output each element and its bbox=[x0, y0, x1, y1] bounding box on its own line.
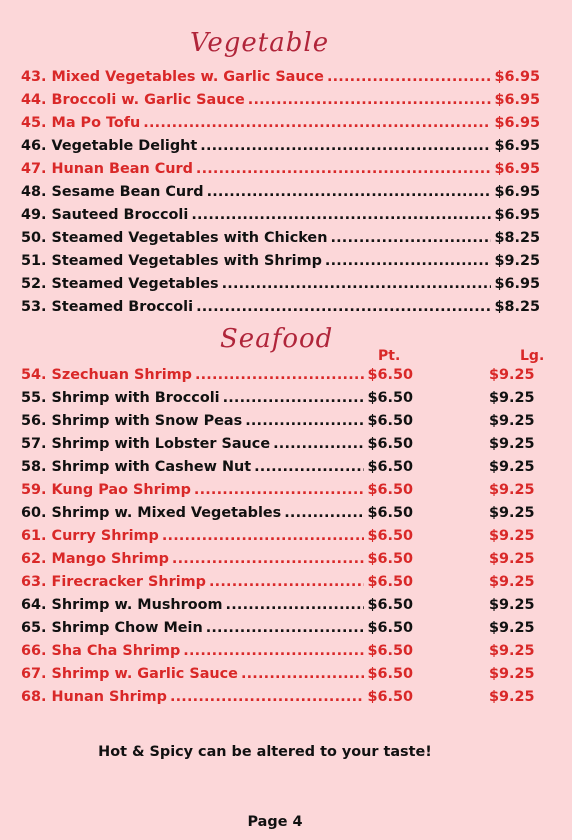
item-name: 63. Firecracker Shrimp bbox=[21, 574, 206, 590]
vegetable-item bbox=[21, 250, 540, 272]
leader-dots bbox=[284, 502, 364, 524]
leader-dots bbox=[226, 594, 365, 616]
leader-dots bbox=[143, 112, 491, 134]
item-name: 45. Ma Po Tofu bbox=[21, 115, 141, 131]
leader-dots bbox=[183, 640, 364, 662]
vegetable-item bbox=[21, 158, 540, 180]
leader-dots bbox=[172, 548, 365, 570]
item-price: $6.95 bbox=[494, 92, 540, 108]
page-number: Page 4 bbox=[247, 814, 303, 830]
leader-dots bbox=[254, 456, 364, 478]
vegetable-item bbox=[21, 273, 540, 295]
leader-dots bbox=[330, 227, 491, 249]
large-price: $9.25 bbox=[489, 505, 535, 521]
seafood-item bbox=[21, 548, 541, 570]
item-price: $8.25 bbox=[494, 230, 540, 246]
item-name: 43. Mixed Vegetables w. Garlic Sauce bbox=[21, 69, 324, 85]
pint-column-header: Pt. bbox=[378, 348, 401, 364]
item-name: 59. Kung Pao Shrimp bbox=[21, 482, 191, 498]
leader-dots bbox=[206, 617, 365, 639]
item-name: 48. Sesame Bean Curd bbox=[21, 184, 204, 200]
item-name: 68. Hunan Shrimp bbox=[21, 689, 167, 705]
large-price: $9.25 bbox=[489, 597, 535, 613]
pint-price: $6.50 bbox=[367, 367, 413, 383]
item-price: $8.25 bbox=[494, 299, 540, 315]
vegetable-item bbox=[21, 204, 540, 226]
vegetable-item bbox=[21, 112, 540, 134]
pint-price: $6.50 bbox=[367, 413, 413, 429]
vegetable-item bbox=[21, 66, 540, 88]
vegetable-item bbox=[21, 89, 540, 111]
pint-price: $6.50 bbox=[367, 528, 413, 544]
seafood-item bbox=[21, 594, 541, 616]
leader-dots bbox=[245, 410, 364, 432]
item-name: 49. Sauteed Broccoli bbox=[21, 207, 189, 223]
item-name: 46. Vegetable Delight bbox=[21, 138, 198, 154]
leader-dots bbox=[222, 273, 492, 295]
leader-dots bbox=[273, 433, 364, 455]
leader-dots bbox=[196, 296, 491, 318]
seafood-section-title: Seafood bbox=[220, 324, 334, 354]
large-price: $9.25 bbox=[489, 643, 535, 659]
large-price: $9.25 bbox=[489, 666, 535, 682]
item-name: 52. Steamed Vegetables bbox=[21, 276, 219, 292]
large-column-header: Lg. bbox=[520, 348, 545, 364]
leader-dots bbox=[209, 571, 364, 593]
pint-price: $6.50 bbox=[367, 574, 413, 590]
leader-dots bbox=[241, 663, 365, 685]
item-name: 54. Szechuan Shrimp bbox=[21, 367, 192, 383]
item-name: 44. Broccoli w. Garlic Sauce bbox=[21, 92, 245, 108]
leader-dots bbox=[200, 135, 491, 157]
item-name: 60. Shrimp w. Mixed Vegetables bbox=[21, 505, 282, 521]
leader-dots bbox=[327, 66, 492, 88]
pint-price: $6.50 bbox=[367, 482, 413, 498]
leader-dots bbox=[162, 525, 365, 547]
leader-dots bbox=[191, 204, 491, 226]
seafood-item bbox=[21, 502, 541, 524]
pint-price: $6.50 bbox=[367, 505, 413, 521]
large-price: $9.25 bbox=[489, 574, 535, 590]
item-price: $6.95 bbox=[494, 69, 540, 85]
item-name: 62. Mango Shrimp bbox=[21, 551, 169, 567]
item-price: $6.95 bbox=[494, 161, 540, 177]
seafood-item bbox=[21, 364, 541, 386]
seafood-item bbox=[21, 479, 541, 501]
item-price: $9.25 bbox=[494, 253, 540, 269]
vegetable-item bbox=[21, 296, 540, 318]
item-name: 47. Hunan Bean Curd bbox=[21, 161, 193, 177]
seafood-item bbox=[21, 640, 541, 662]
pint-price: $6.50 bbox=[367, 390, 413, 406]
seafood-item bbox=[21, 387, 541, 409]
seafood-item bbox=[21, 663, 541, 685]
seafood-item bbox=[21, 571, 541, 593]
large-price: $9.25 bbox=[489, 551, 535, 567]
vegetable-item bbox=[21, 227, 540, 249]
vegetable-item bbox=[21, 181, 540, 203]
item-name: 65. Shrimp Chow Mein bbox=[21, 620, 203, 636]
item-name: 50. Steamed Vegetables with Chicken bbox=[21, 230, 328, 246]
item-name: 51. Steamed Vegetables with Shrimp bbox=[21, 253, 322, 269]
large-price: $9.25 bbox=[489, 390, 535, 406]
leader-dots bbox=[325, 250, 492, 272]
item-price: $6.95 bbox=[494, 276, 540, 292]
item-name: 64. Shrimp w. Mushroom bbox=[21, 597, 223, 613]
pint-price: $6.50 bbox=[367, 597, 413, 613]
large-price: $9.25 bbox=[489, 689, 535, 705]
pint-price: $6.50 bbox=[367, 643, 413, 659]
item-price: $6.95 bbox=[494, 184, 540, 200]
leader-dots bbox=[194, 479, 365, 501]
item-name: 66. Sha Cha Shrimp bbox=[21, 643, 181, 659]
pint-price: $6.50 bbox=[367, 666, 413, 682]
leader-dots bbox=[196, 158, 492, 180]
item-name: 61. Curry Shrimp bbox=[21, 528, 159, 544]
item-name: 56. Shrimp with Snow Peas bbox=[21, 413, 243, 429]
large-price: $9.25 bbox=[489, 482, 535, 498]
pint-price: $6.50 bbox=[367, 459, 413, 475]
item-name: 53. Steamed Broccoli bbox=[21, 299, 194, 315]
large-price: $9.25 bbox=[489, 436, 535, 452]
large-price: $9.25 bbox=[489, 367, 535, 383]
seafood-item bbox=[21, 617, 541, 639]
large-price: $9.25 bbox=[489, 528, 535, 544]
leader-dots bbox=[207, 181, 492, 203]
item-price: $6.95 bbox=[494, 207, 540, 223]
vegetable-item bbox=[21, 135, 540, 157]
seafood-item bbox=[21, 410, 541, 432]
seafood-item bbox=[21, 686, 541, 708]
leader-dots bbox=[248, 89, 492, 111]
item-name: 55. Shrimp with Broccoli bbox=[21, 390, 220, 406]
large-price: $9.25 bbox=[489, 413, 535, 429]
seafood-item bbox=[21, 525, 541, 547]
seafood-item bbox=[21, 433, 541, 455]
pint-price: $6.50 bbox=[367, 689, 413, 705]
item-name: 58. Shrimp with Cashew Nut bbox=[21, 459, 252, 475]
item-name: 57. Shrimp with Lobster Sauce bbox=[21, 436, 271, 452]
pint-price: $6.50 bbox=[367, 551, 413, 567]
item-name: 67. Shrimp w. Garlic Sauce bbox=[21, 666, 238, 682]
pint-price: $6.50 bbox=[367, 436, 413, 452]
large-price: $9.25 bbox=[489, 620, 535, 636]
leader-dots bbox=[223, 387, 365, 409]
seafood-item bbox=[21, 456, 541, 478]
vegetable-section-title: Vegetable bbox=[190, 28, 330, 58]
spicy-note: Hot & Spicy can be altered to your taste! bbox=[98, 744, 432, 760]
item-price: $6.95 bbox=[494, 115, 540, 131]
leader-dots bbox=[170, 686, 365, 708]
item-price: $6.95 bbox=[494, 138, 540, 154]
pint-price: $6.50 bbox=[367, 620, 413, 636]
large-price: $9.25 bbox=[489, 459, 535, 475]
leader-dots bbox=[195, 364, 365, 386]
